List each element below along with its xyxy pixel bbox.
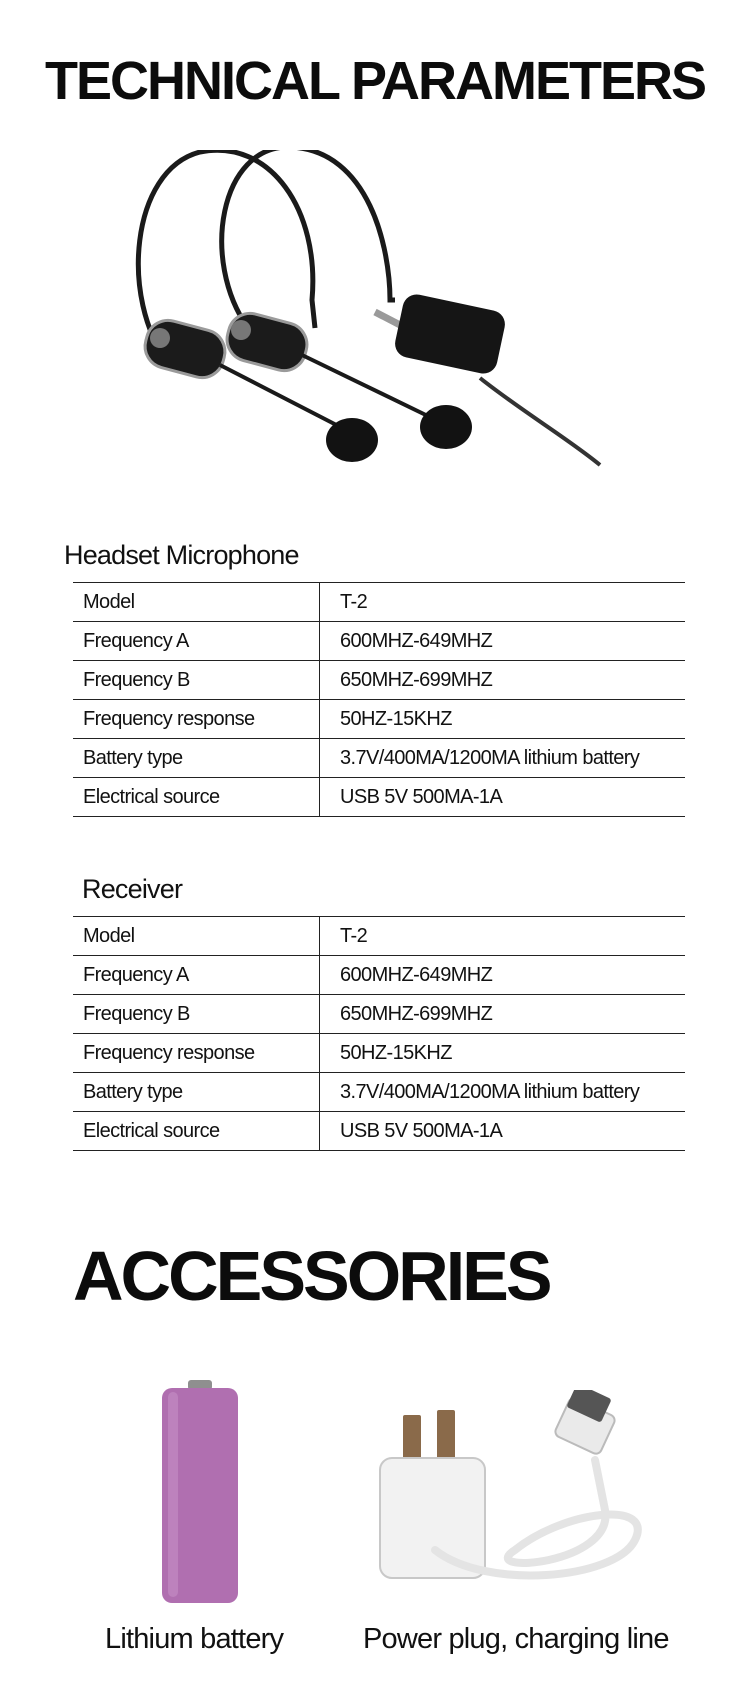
table-row	[73, 1073, 685, 1112]
spec-value: USB 5V 500MA-1A	[320, 778, 686, 817]
receiver-icon	[375, 292, 600, 465]
spec-value: USB 5V 500MA-1A	[320, 1112, 686, 1151]
table-row	[73, 1112, 685, 1151]
table-row	[73, 956, 685, 995]
spec-value: 600MHZ-649MHZ	[320, 956, 686, 995]
spec-label: Battery type	[73, 739, 320, 778]
spec-label: Frequency A	[73, 956, 320, 995]
table-row	[73, 661, 685, 700]
lithium-battery-icon	[160, 1380, 240, 1605]
spec-label: Frequency A	[73, 622, 320, 661]
spec-label: Frequency response	[73, 700, 320, 739]
table-row	[73, 1034, 685, 1073]
spec-label: Frequency B	[73, 995, 320, 1034]
headset-spec-table	[73, 582, 685, 817]
table-row	[73, 700, 685, 739]
spec-value: 600MHZ-649MHZ	[320, 622, 686, 661]
spec-label: Model	[73, 583, 320, 622]
spec-label: Model	[73, 917, 320, 956]
page-title: TECHNICAL PARAMETERS	[44, 51, 706, 111]
spec-value: T-2	[320, 917, 686, 956]
spec-value: T-2	[320, 583, 686, 622]
table-row	[73, 995, 685, 1034]
power-plug-icon	[365, 1390, 665, 1590]
headset-microphone-product-image	[130, 150, 670, 520]
spec-label: Frequency response	[73, 1034, 320, 1073]
spec-label: Frequency B	[73, 661, 320, 700]
spec-value: 650MHZ-699MHZ	[320, 661, 686, 700]
table-row	[73, 583, 685, 622]
spec-value: 50HZ-15KHZ	[320, 1034, 686, 1073]
table-row	[73, 778, 685, 817]
headset-section-title: Headset Microphone	[64, 540, 299, 570]
accessories-title: ACCESSORIES	[73, 1237, 550, 1315]
receiver-spec-table	[73, 916, 685, 1151]
headset-1-icon	[138, 150, 378, 462]
spec-label: Electrical source	[73, 778, 320, 817]
table-row	[73, 622, 685, 661]
receiver-section-title: Receiver	[82, 874, 183, 904]
spec-label: Electrical source	[73, 1112, 320, 1151]
spec-label: Battery type	[73, 1073, 320, 1112]
lithium-battery-caption: Lithium battery	[105, 1623, 284, 1655]
spec-value: 50HZ-15KHZ	[320, 700, 686, 739]
table-row	[73, 917, 685, 956]
spec-value: 650MHZ-699MHZ	[320, 995, 686, 1034]
table-row	[73, 739, 685, 778]
spec-value: 3.7V/400MA/1200MA lithium battery	[320, 1073, 686, 1112]
power-plug-caption: Power plug, charging line	[363, 1623, 669, 1655]
spec-value: 3.7V/400MA/1200MA lithium battery	[320, 739, 686, 778]
